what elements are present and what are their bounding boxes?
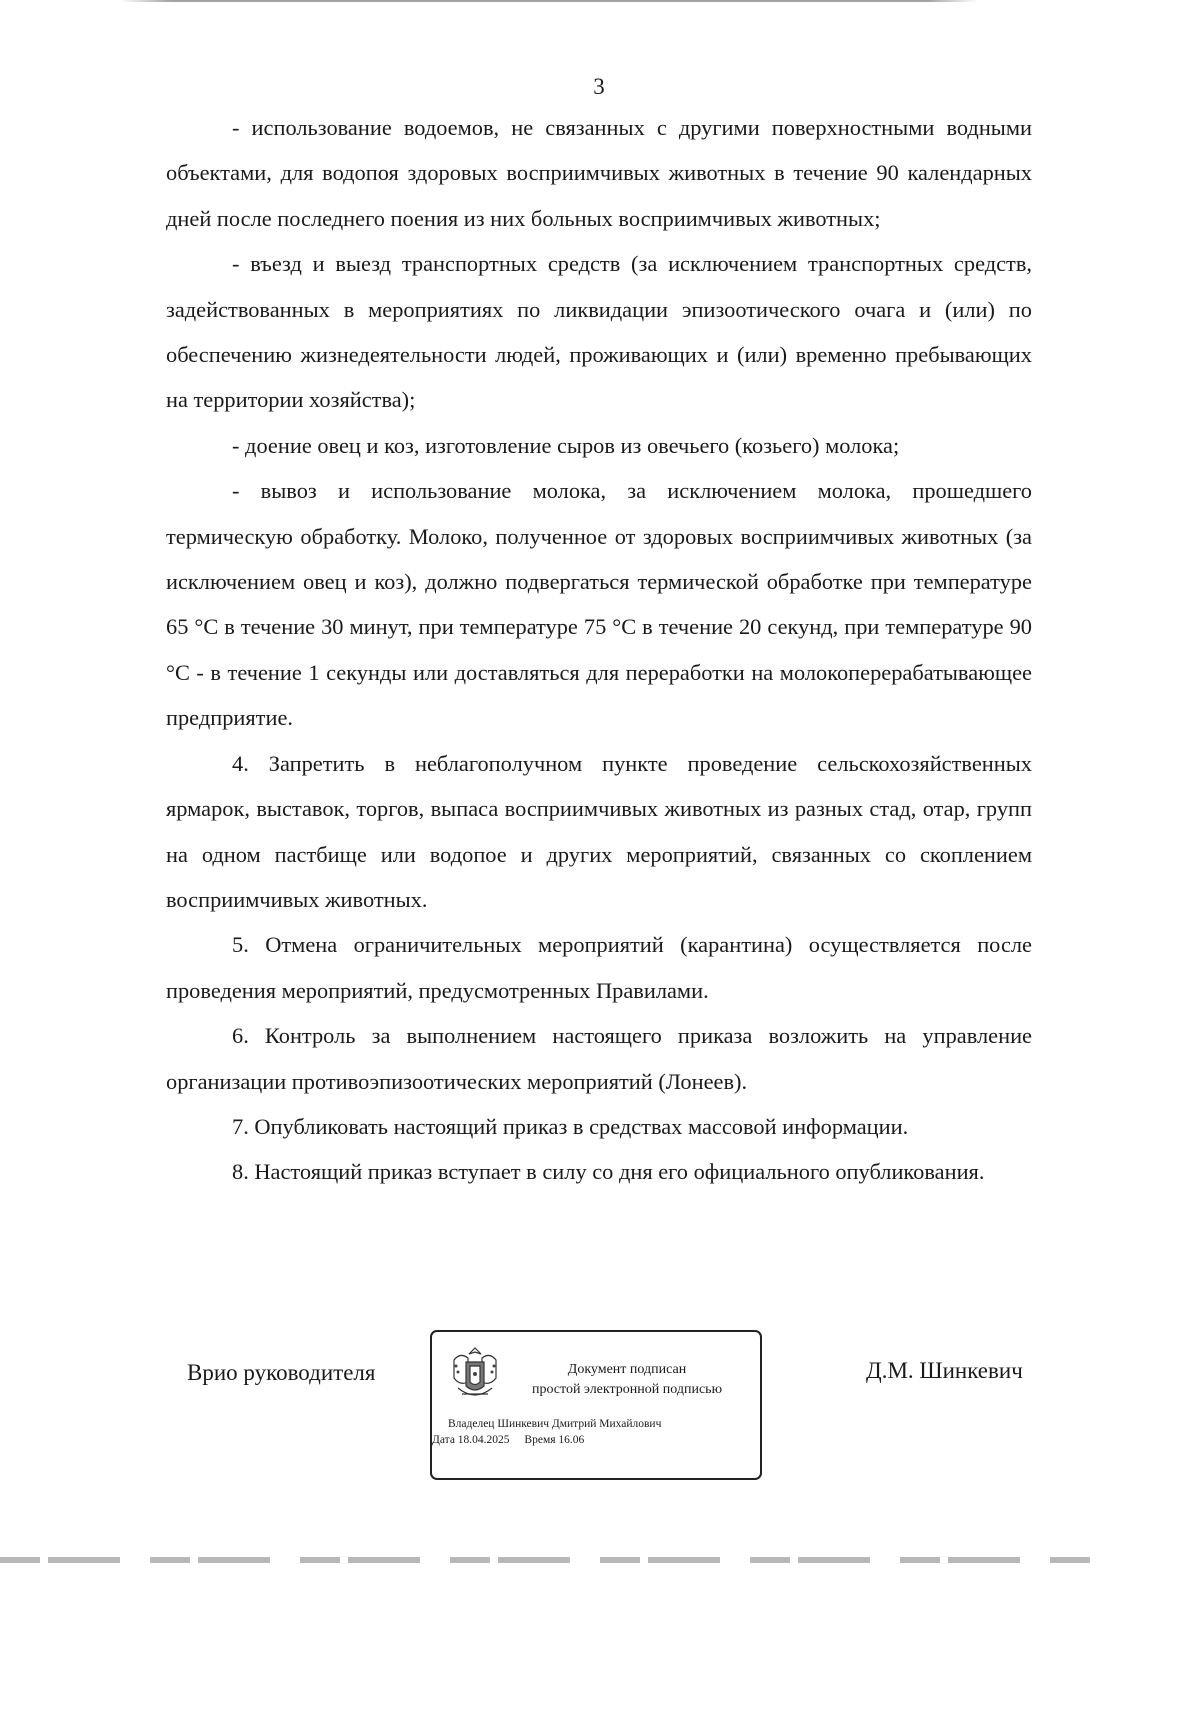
- esign-date: Дата 18.04.2025: [432, 1434, 510, 1446]
- document-body: [166, 105, 1032, 1195]
- page-number: 3: [593, 74, 605, 99]
- signature-block: [0, 1328, 1098, 1488]
- paragraph: - вывоз и использование молока, за исключением молока, прошедшего термическую обработку. Молоко, полученное от здоровых восприимчивых животных (за исключением овец и коз), должно подвергаться термической обработке при температуре 65 °C в течение 30 минут, при температуре 75 °C в течение 20 секунд, при температуре 90 °C - в течение 1 секунды или доставляться для переработки на молокоперерабатывающее предприятие.: [166, 478, 1032, 731]
- esign-date-time: [432, 1434, 596, 1446]
- esign-title-line2: простой электронной подписью: [531, 1382, 723, 1397]
- esign-title: [510, 1360, 744, 1400]
- electronic-signature-stamp: [430, 1330, 762, 1480]
- paragraph: 6. Контроль за выполнением настоящего приказа возложить на управление организации противоэпизоотических мероприятий (Лонеев).: [166, 1023, 1032, 1094]
- paragraph: 4. Запретить в неблагополучном пункте проведение сельскохозяйственных ярмарок, выставок, торгов, выпаса восприимчивых животных из разных стад, отар, групп на одном пастбище или водопое и других мероприятий, связанных со скоплением восприимчивых животных.: [166, 750, 1032, 912]
- esign-owner: Владелец Шинкевич Дмитрий Михайлович: [448, 1418, 662, 1430]
- esign-title-line1: Документ подписан: [567, 1362, 687, 1377]
- paragraph: 8. Настоящий приказ вступает в силу со дня его официального опубликования.: [232, 1159, 985, 1185]
- scan-edge-bottom: [0, 1557, 1098, 1563]
- paragraph: 5. Отмена ограничительных мероприятий (карантина) осуществляется после проведения мероприятий, предусмотренных Правилами.: [166, 932, 1032, 1003]
- paragraph: 7. Опубликовать настоящий приказ в средствах массовой информации.: [232, 1113, 909, 1139]
- paragraph: - доение овец и коз, изготовление сыров из овечьего (козьего) молока;: [232, 432, 900, 458]
- signer-position: Врио руководителя: [187, 1360, 376, 1385]
- paragraph: - въезд и выезд транспортных средств (за исключением транспортных средств, задействованных в мероприятиях по ликвидации эпизоотического очага и (или) по обеспечению жизнедеятельности людей, проживающих и (или) временно пребывающих на территории хозяйства);: [166, 251, 1032, 413]
- signer-name: Д.М. Шинкевич: [866, 1358, 1023, 1383]
- coat-of-arms-emblem-icon: [446, 1342, 504, 1406]
- esign-time: Время 16.06: [524, 1434, 585, 1446]
- scan-edge-top: [120, 0, 978, 2]
- paragraph: - использование водоемов, не связанных с другими поверхностными водными объектами, для водопоя здоровых восприимчивых животных в течение 90 календарных дней после последнего поения из них больных восприимчивых животных;: [166, 115, 1032, 231]
